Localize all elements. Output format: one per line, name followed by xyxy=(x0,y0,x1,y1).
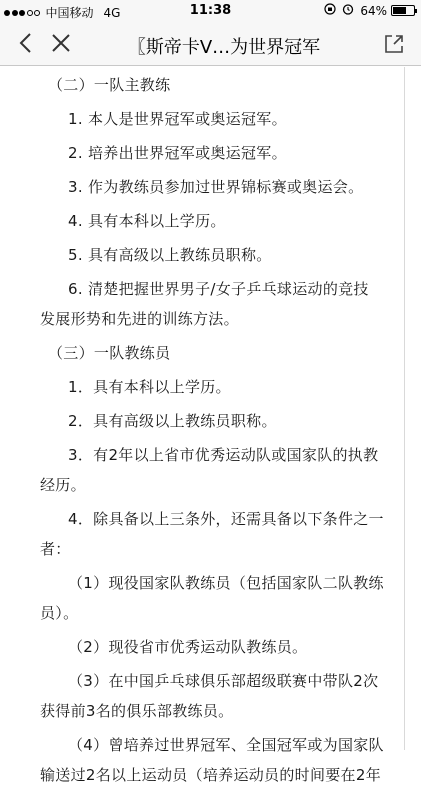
article-line: （2）现役省市优秀运动队教练员。 xyxy=(68,638,308,656)
chevron-left-icon xyxy=(18,32,32,54)
article-line: 者： xyxy=(40,540,71,558)
article-line: （1）现役国家队教练员（包括国家队二队教练 xyxy=(68,574,384,592)
article-line: 1. 本人是世界冠军或奥运冠军。 xyxy=(68,110,287,128)
article-line: 发展形势和先进的训练方法。 xyxy=(40,310,239,328)
article-line: 员）。 xyxy=(40,604,79,622)
status-time: 11:38 xyxy=(189,3,232,18)
status-bar xyxy=(0,0,421,22)
carrier-name: 中国移动 xyxy=(45,6,94,20)
status-right xyxy=(318,3,415,18)
page-title: 〖斯帝卡V…为世界冠军 xyxy=(127,37,321,58)
article-line: 2．具有高级以上教练员职称。 xyxy=(68,412,277,430)
article-line: 3．有2年以上省市优秀运动队或国家队的执教 xyxy=(68,446,379,464)
article-line: （三）一队教练员 xyxy=(48,344,171,362)
close-icon xyxy=(51,33,71,53)
battery-icon xyxy=(391,5,415,16)
article-line: 获得前3名的俱乐部教练员。 xyxy=(40,702,234,720)
alarm-icon xyxy=(342,3,354,18)
article-line: 2. 培养出世界冠军或奥运冠军。 xyxy=(68,144,287,162)
article-line: 4．除具备以上三条外，还需具备以下条件之一 xyxy=(68,510,384,528)
share-button[interactable] xyxy=(379,29,409,59)
article-line: （二）一队主教练 xyxy=(48,76,171,94)
article-line: 输送过2名以上运动员（培养运动员的时间要在2年 xyxy=(40,766,381,784)
article-content[interactable] xyxy=(0,67,421,784)
orientation-lock-icon xyxy=(324,3,336,18)
article-line: 6. 清楚把握世界男子/女子乒乓球运动的竞技 xyxy=(68,280,369,298)
network-type: 4G xyxy=(103,5,121,20)
article-line: 4. 具有本科以上学历。 xyxy=(68,212,226,230)
back-button[interactable] xyxy=(10,28,40,58)
article-line: 经历。 xyxy=(40,476,86,494)
article-line: 5. 具有高级以上教练员职称。 xyxy=(68,246,272,264)
nav-bar xyxy=(0,22,421,66)
article-line: （3）在中国乒乓球俱乐部超级联赛中带队2次 xyxy=(68,672,379,690)
article-line: 3. 作为教练员参加过世界锦标赛或奥运会。 xyxy=(68,178,364,196)
article-line: 1．具有本科以上学历。 xyxy=(68,378,231,396)
close-button[interactable] xyxy=(46,28,76,58)
article-line: （4）曾培养过世界冠军、全国冠军或为国家队 xyxy=(68,736,384,754)
battery-percent: 64% xyxy=(360,3,387,18)
share-icon xyxy=(383,33,405,55)
